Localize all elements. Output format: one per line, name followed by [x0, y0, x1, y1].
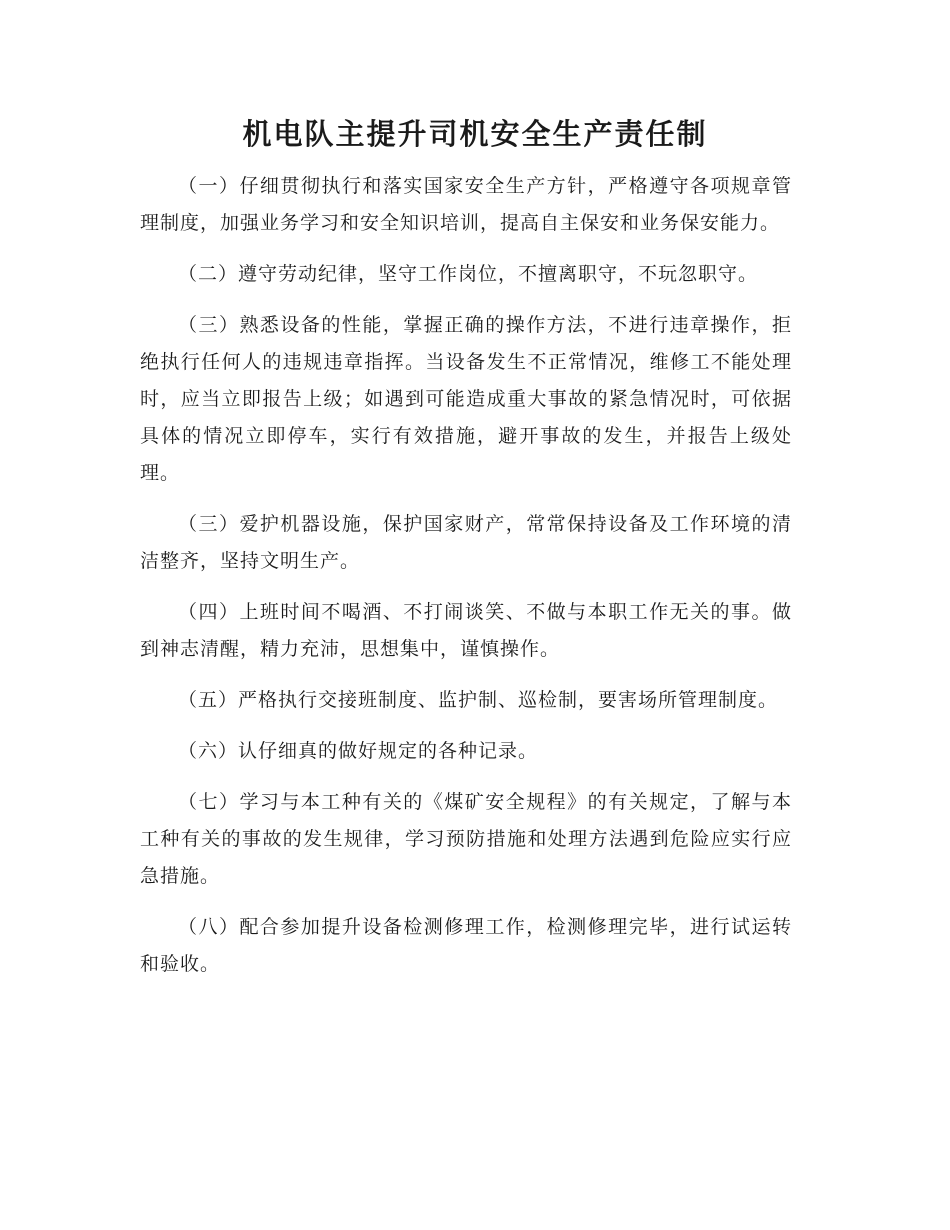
- paragraph-9: （八）配合参加提升设备检测修理工作，检测修理完毕，进行试运转和验收。: [140, 916, 792, 975]
- document-title: 机电队主提升司机安全生产责任制: [242, 117, 708, 151]
- paragraph-6: （五）严格执行交接班制度、监护制、巡检制，要害场所管理制度。: [178, 689, 779, 711]
- paragraph-7: （六）认仔细真的做好规定的各种记录。: [178, 740, 539, 762]
- paragraph-1: （一）仔细贯彻执行和落实国家安全生产方针，严格遵守各项规章管理制度，加强业务学习和安全知识培训，提高自主保安和业务保安能力。: [140, 175, 792, 234]
- paragraph-3: （三）熟悉设备的性能，掌握正确的操作方法，不进行违章操作，拒绝执行任何人的违规违章指挥。当设备发生不正常情况，维修工不能处理时，应当立即报告上级；如遇到可能造成重大事故的紧急情况时，可依据具体的情况立即停车，实行有效措施，避开事故的发生，并报告上级处理。: [140, 314, 792, 484]
- document-body: [140, 168, 792, 997]
- paragraph-4: （三）爱护机器设施，保护国家财产，常常保持设备及工作环境的清洁整齐，坚持文明生产。: [140, 513, 792, 572]
- paragraph-5: （四）上班时间不喝酒、不打闹谈笑、不做与本职工作无关的事。做到神志清醒，精力充沛，思想集中，谨慎操作。: [140, 601, 792, 660]
- paragraph-8: （七）学习与本工种有关的《煤矿安全规程》的有关规定，了解与本工种有关的事故的发生规律，学习预防措施和处理方法遇到危险应实行应急措施。: [140, 791, 792, 887]
- paragraph-2: （二）遵守劳动纪律，坚守工作岗位，不擅离职守，不玩忽职守。: [178, 263, 759, 285]
